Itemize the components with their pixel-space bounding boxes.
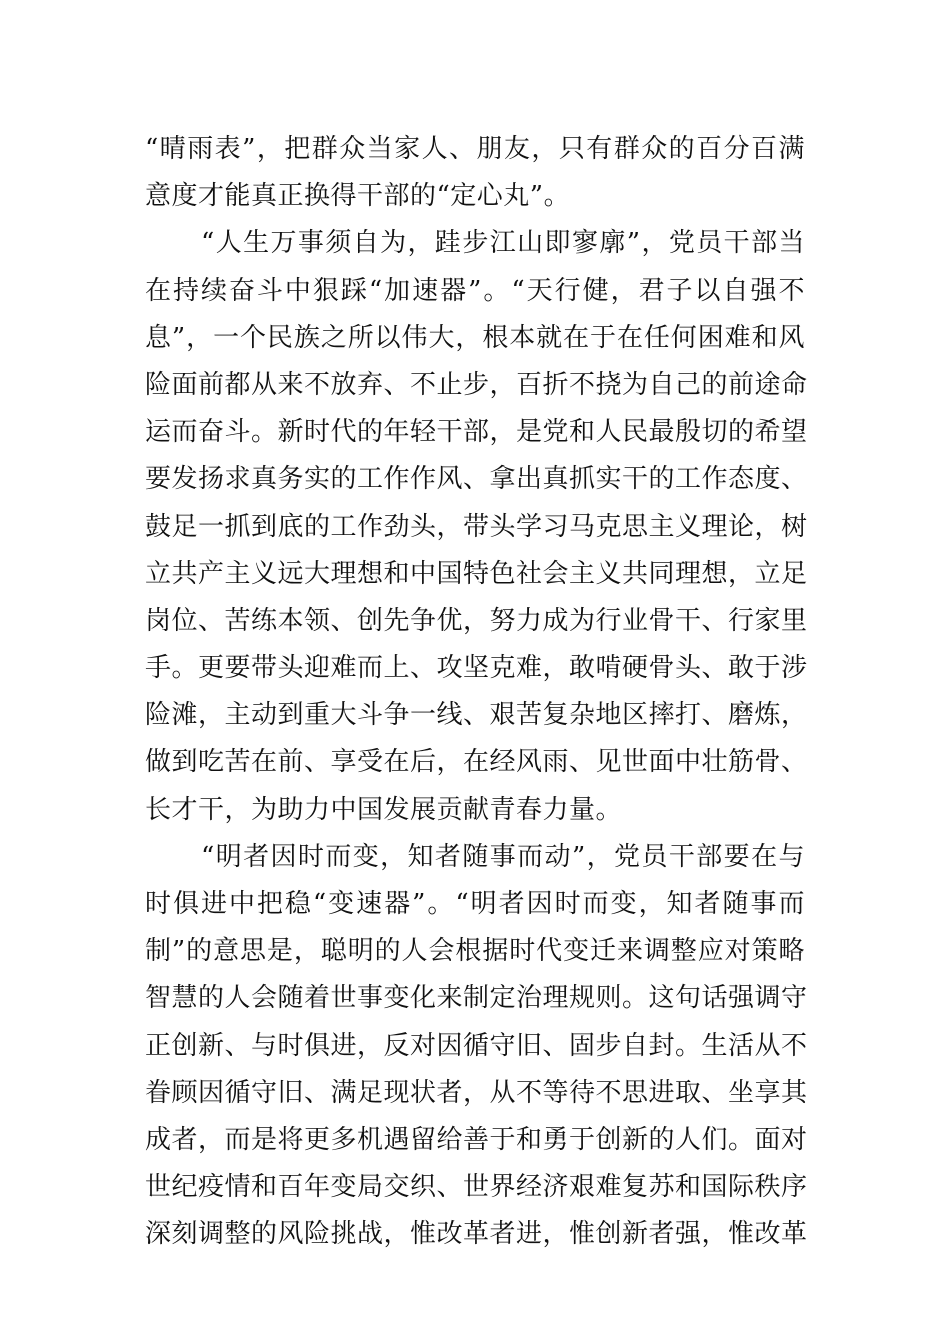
- paragraph-2-line-9: 岗位、苦练本领、创先争优，努力成为行业骨干、行家里: [145, 605, 808, 636]
- paragraph-3-line-7: 成者，而是将更多机遇留给善于和勇于创新的人们。面对: [145, 1124, 808, 1155]
- paragraph-3-line-6: 眷顾因循守旧、满足现状者，从不等待不思进取、坐享其: [145, 1077, 808, 1108]
- paragraph-3-line-8: 世纪疫情和百年变局交织、世界经济艰难复苏和国际秩序: [145, 1172, 808, 1203]
- paragraph-3-line-9: 深刻调整的风险挑战，惟改革者进，惟创新者强，惟改革: [145, 1219, 808, 1250]
- paragraph-2-line-2: 在持续奋斗中狠踩“加速器”。“天行健，君子以自强不: [145, 275, 805, 306]
- paragraph-2-line-1: “人生万事须自为，跬步江山即寥廓”，党员干部当: [201, 228, 805, 259]
- paragraph-3-line-3: 制”的意思是，聪明的人会根据时代变迁来调整应对策略: [145, 936, 805, 967]
- paragraph-3-line-2: 时俱进中把稳“变速器”。“明者因时而变，知者随事而: [145, 889, 805, 919]
- paragraph-1-line-1: “晴雨表”，把群众当家人、朋友，只有群众的百分百满: [145, 134, 805, 164]
- paragraph-2-line-4: 险面前都从来不放弃、不止步，百折不挠为自己的前途命: [145, 369, 808, 400]
- paragraph-3-line-1: “明者因时而变，知者随事而动”，党员干部要在与: [201, 841, 805, 872]
- paragraph-2-line-6: 要发扬求真务实的工作作风、拿出真抓实干的工作态度、: [145, 464, 808, 495]
- paragraph-3-line-4: 智慧的人会随着世事变化来制定治理规则。这句话强调守: [145, 983, 808, 1014]
- paragraph-2-line-5: 运而奋斗。新时代的年轻干部，是党和人民最殷切的希望: [145, 417, 808, 448]
- paragraph-3-line-5: 正创新、与时俱进，反对因循守旧、固步自封。生活从不: [145, 1030, 808, 1061]
- paragraph-2-line-12: 做到吃苦在前、享受在后，在经风雨、见世面中壮筋骨、: [145, 747, 808, 778]
- body-text: [145, 126, 808, 1259]
- paragraph-1-line-2: 意度才能真正换得干部的“定心丸”。: [145, 181, 571, 212]
- paragraph-2-line-13: 长才干，为助力中国发展贡献青春力量。: [145, 794, 623, 825]
- paragraph-2-line-7: 鼓足一抓到底的工作劲头，带头学习马克思主义理论，树: [145, 511, 808, 542]
- paragraph-2-line-11: 险滩，主动到重大斗争一线、艰苦复杂地区摔打、磨炼，: [145, 700, 808, 731]
- paragraph-2-line-3: 息”，一个民族之所以伟大，根本就在于在任何困难和风: [145, 322, 805, 353]
- paragraph-2-line-8: 立共产主义远大理想和中国特色社会主义共同理想，立足: [145, 558, 808, 589]
- paragraph-2-line-10: 手。更要带头迎难而上、攻坚克难，敢啃硬骨头、敢于涉: [145, 653, 808, 684]
